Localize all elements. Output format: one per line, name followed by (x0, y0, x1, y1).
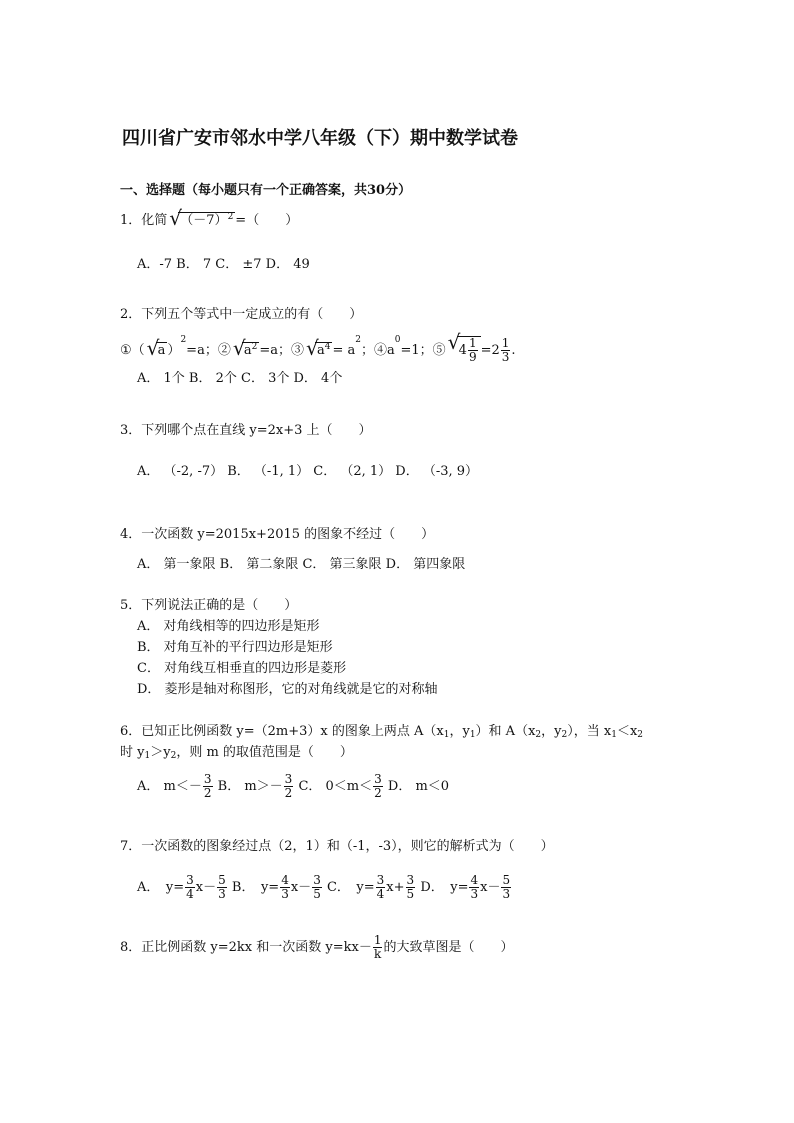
q2-s5end: . (511, 343, 516, 358)
fraction: $\frac{3}{2}$ (374, 772, 382, 800)
question-1 (120, 206, 299, 230)
section-heading: 一、选择题（每小题只有一个正确答案，共30分） (120, 183, 412, 198)
q7-options: A． y= $\frac{3}{4}$ x－ $\frac{5}{3}$ B． y= $\frac{4}{3}$ x－ $\frac{3}{5}$ C． y= $\frac{3}{4}$ x+ $\frac{3}{5}$ D． y= $\frac{4}{3}$ x－ $\frac{5}{3}$ (137, 873, 511, 901)
q2-statements (120, 330, 516, 364)
sqrt-symbol: √ 4 $\frac{1}{9}$ (448, 336, 481, 364)
q2-stem: 2．下列五个等式中一定成立的有（ ） (120, 307, 363, 322)
q2-s3e: ；④a (361, 343, 395, 358)
q6-options: A． m＜－ $\frac{3}{2}$ B． m＞－ $\frac{3}{2}$ C． 0＜m＜ $\frac{3}{2}$ D． m＜0 (137, 772, 450, 800)
sqrt-symbol: √ $a^4$ (305, 336, 331, 360)
sqrt-symbol: √ $a^2$ (232, 336, 258, 360)
page-title: 四川省广安市邻水中学八年级（下）期中数学试卷 (122, 128, 518, 149)
q2-s3d: = a (332, 343, 356, 358)
q2-s1c: ） (167, 343, 181, 358)
q4-options: A． 第一象限 B． 第二象限 C． 第三象限 D． 第四象限 (137, 557, 466, 572)
fraction: $\frac{3}{2}$ (203, 772, 212, 800)
q2-s1a: ①（ (120, 343, 145, 358)
q2-s4exp: 0 (394, 335, 401, 345)
q2-s2exp: 2 (251, 342, 258, 352)
q1-prefix: 1．化简 (120, 213, 168, 228)
sqrt-symbol: √ a (146, 336, 166, 360)
q2-s1b: a (157, 343, 166, 358)
q2-s3exp: 4 (324, 342, 331, 352)
q2-s4d: =1；⑤ (400, 343, 446, 358)
q1-options: A．-7 B． 7 C． ±7 D． 49 (137, 257, 310, 272)
q2-s3in: a (316, 343, 325, 358)
q5-option-a: A． 对角线相等的四边形是矩形 (137, 619, 320, 634)
fraction: $\frac{1}{9}$ (468, 336, 477, 364)
q7-stem: 7．一次函数的图象经过点（2，1）和（-1，-3），则它的解析式为（ ） (120, 839, 554, 854)
q5-option-d: D． 菱形是轴对称图形，它的对角线就是它的对称轴 (137, 682, 438, 697)
q2-s5eq: =2 (480, 343, 500, 358)
q3-stem: 3．下列哪个点在直线 y=2x+3 上（ ） (120, 423, 372, 438)
q8-stem: 8．正比例函数 y=2kx 和一次函数 y=kx－ $\frac{1}{k}$ 的大致草图是（ ） (120, 933, 514, 961)
q1-radicand: （－7） (180, 213, 228, 228)
sqrt-symbol: √ $(-7)^2$ (169, 206, 234, 230)
q2-s5whole: 4 (458, 343, 467, 358)
q4-stem: 4．一次函数 y=2015x+2015 的图象不经过（ ） (120, 527, 435, 542)
q6-line1: 6．已知正比例函数 y=（2m+3）x 的图象上两点 A（x1，y1）和 A（x2，y2），当 x1＜x2 (120, 724, 644, 740)
fraction: $\frac{3}{2}$ (284, 772, 293, 800)
q5-stem: 5．下列说法正确的是（ ） (120, 598, 298, 613)
q2-s3exp2: 2 (355, 335, 361, 345)
q1-suffix: =（ ） (235, 213, 299, 228)
q2-s1exp: 2 (180, 335, 187, 345)
fraction: $\frac{1}{3}$ (501, 336, 510, 364)
q2-s1d: =a；② (186, 343, 231, 358)
fraction: $\frac{1}{k}$ (373, 933, 382, 961)
q2-s2in: a (243, 343, 252, 358)
q6-line2: 时 y1＞y2，则 m 的取值范围是（ ） (120, 745, 353, 761)
q3-options: A． （-2, -7） B． （-1, 1） C． （2, 1） D． （-3, 9） (137, 464, 479, 479)
q5-option-c: C． 对角线互相垂直的四边形是菱形 (137, 661, 347, 676)
q2-options: A． 1个 B． 2个 C． 3个 D． 4个 (137, 371, 343, 386)
q2-s2d: =a；③ (259, 343, 304, 358)
q5-option-b: B． 对角互补的平行四边形是矩形 (137, 640, 333, 655)
q1-exponent: 2 (227, 212, 234, 222)
